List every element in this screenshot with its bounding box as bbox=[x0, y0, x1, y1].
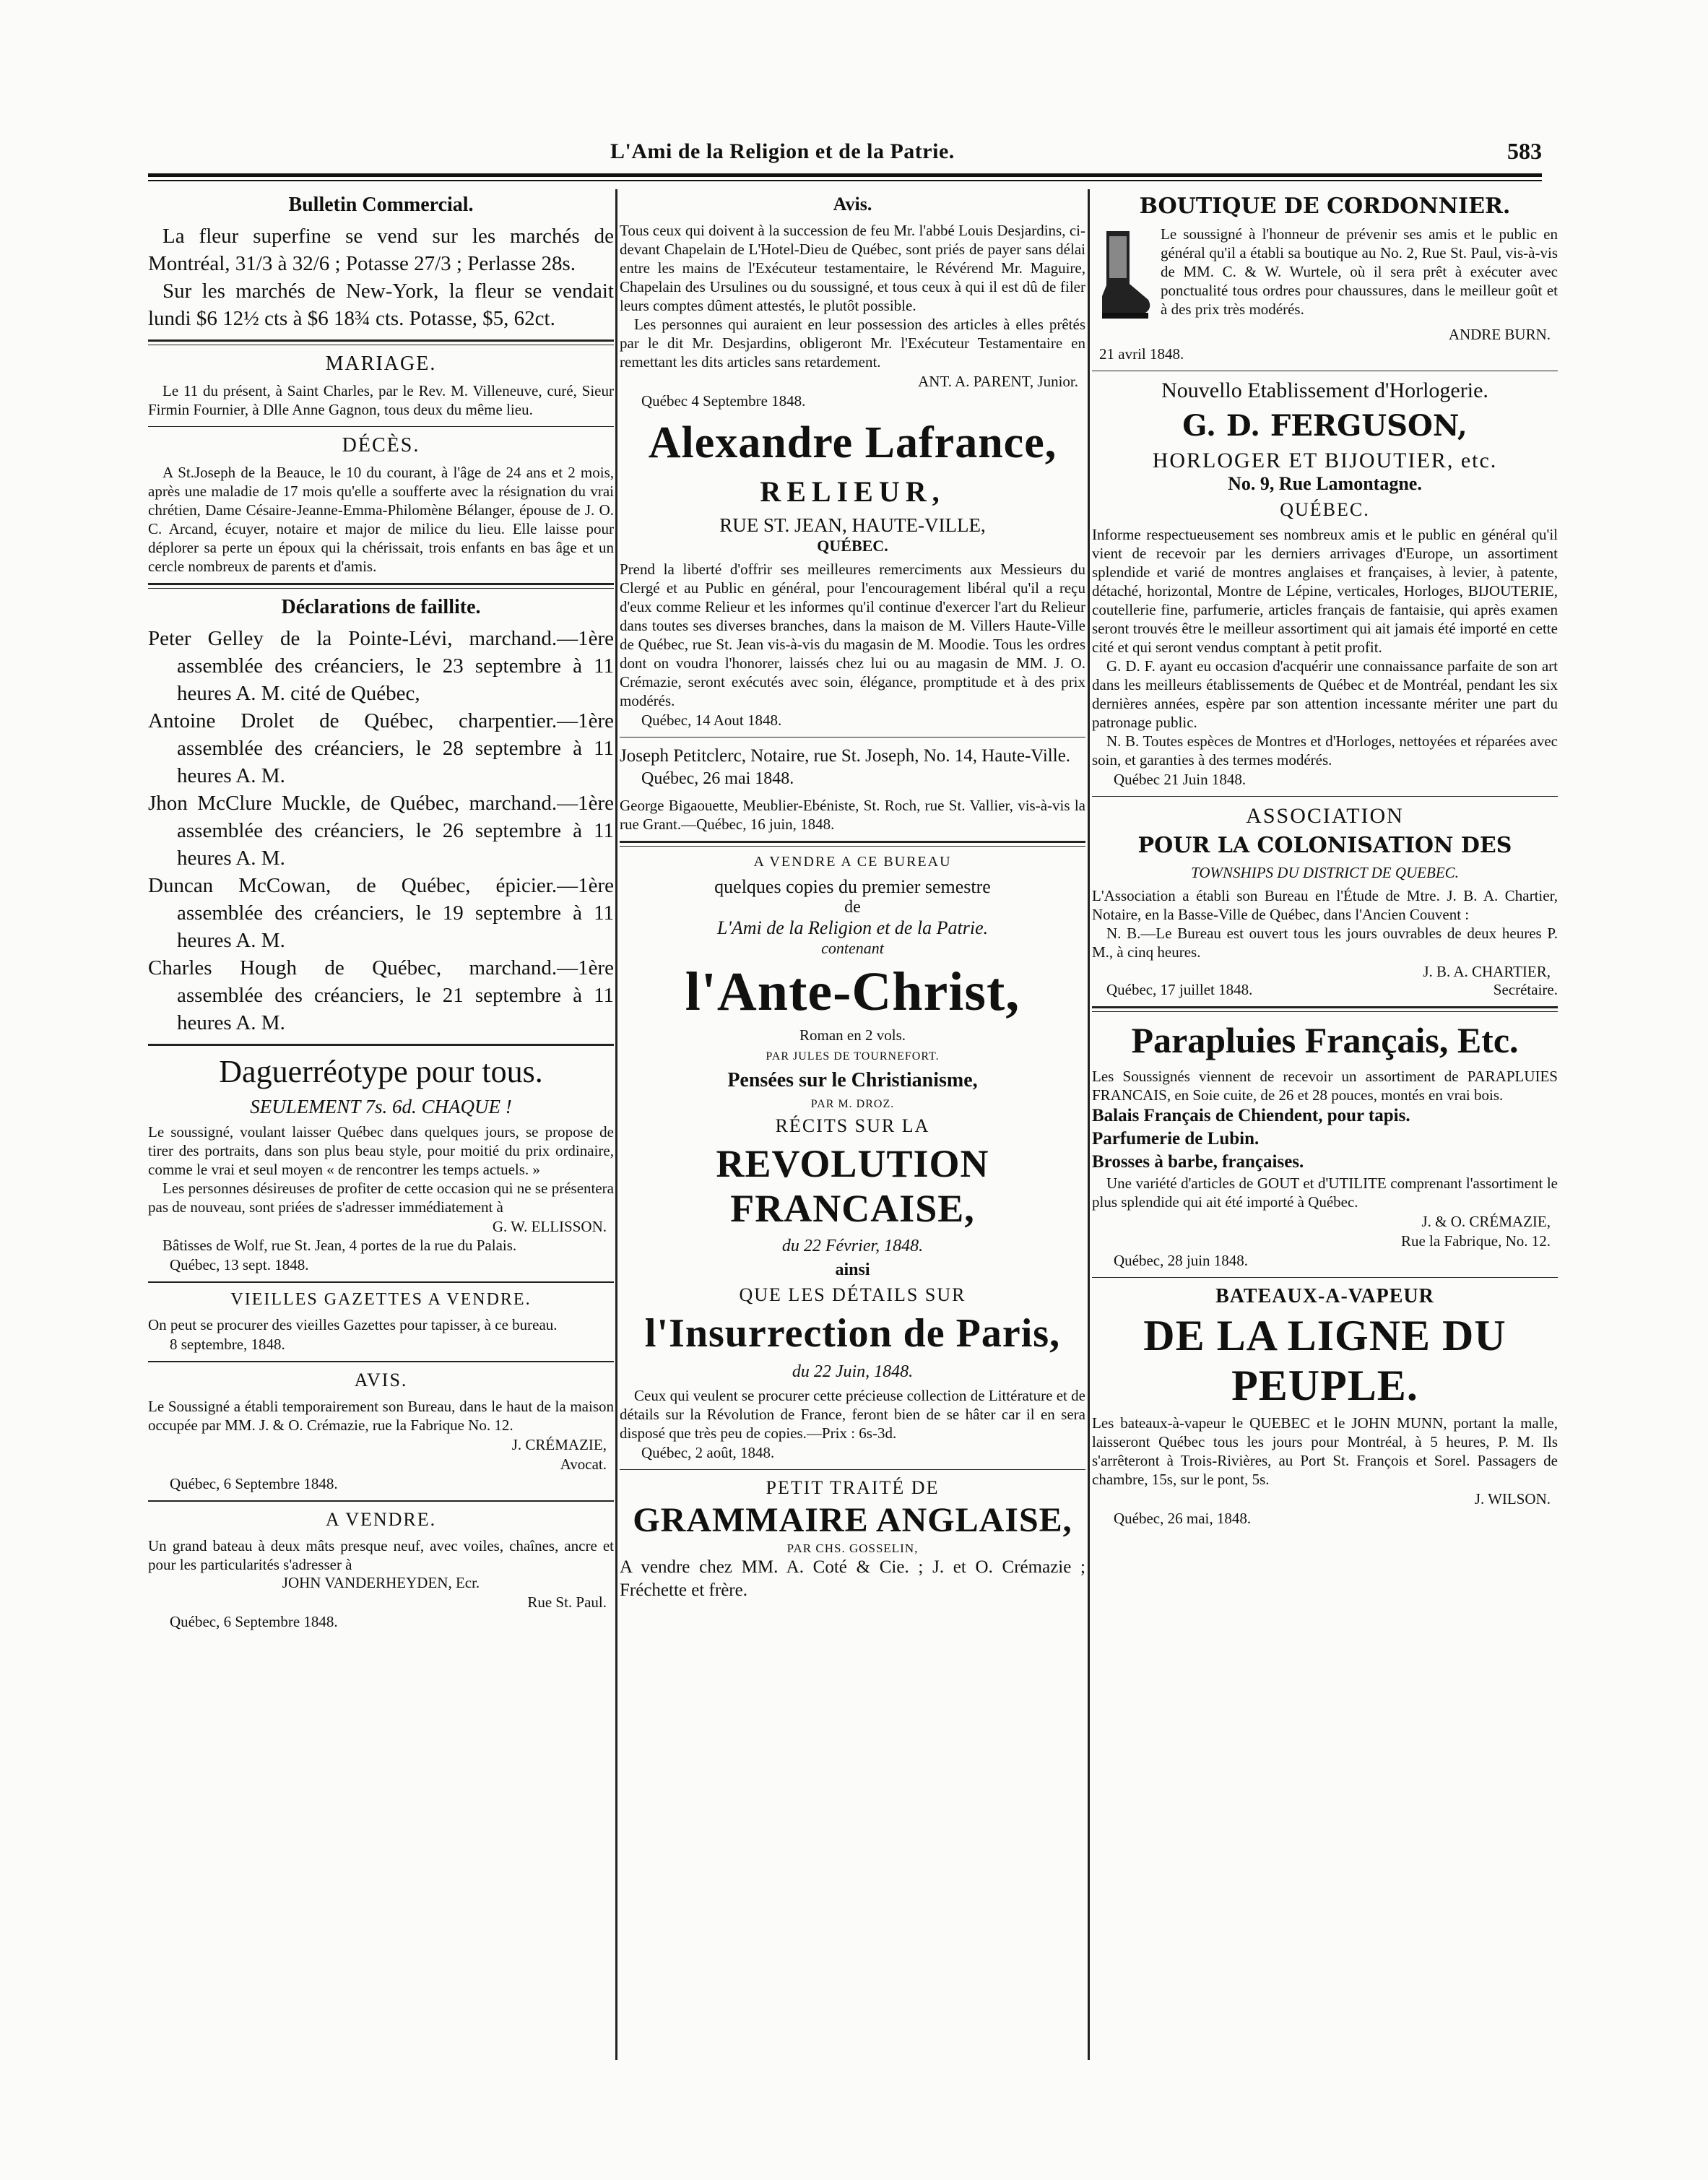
a-vendre-address: Rue St. Paul. bbox=[527, 1593, 607, 1611]
antechrist-roman: Roman en 2 vols. bbox=[799, 1026, 906, 1044]
ferguson-trade: HORLOGER ET BIJOUTIER, etc. bbox=[1152, 449, 1498, 472]
bulletin-newyork: Sur les marchés de New-York, la fleur se vendait lundi $6 12½ cts à $6 18¾ cts. Potasse, $5, 62ct. bbox=[148, 280, 614, 330]
avis-signature: ANT. A. PARENT, Junior. bbox=[918, 373, 1078, 390]
ferguson-date: Québec 21 Juin 1848. bbox=[1114, 771, 1247, 788]
a-vendre-date: Québec, 6 Septembre 1848. bbox=[170, 1613, 338, 1630]
masthead bbox=[148, 134, 1542, 168]
ferguson-text-3: N. B. Toutes espèces de Montres et d'Horloges, nettoyées et réparées avec soin, et garanties à des termes modérés. bbox=[1092, 732, 1558, 769]
faillite-entry: Charles Hough de Québec, marchand.—1ère assemblée des créanciers, le 21 septembre à 11 heures A. M. bbox=[148, 956, 614, 1034]
grammaire-author: PAR CHS. GOSSELIN, bbox=[786, 1541, 919, 1555]
avis-text-2: Les personnes qui auraient en leur possession des articles à elles prêtés par le dit Mr. Desjardins, obligeront Mr. l'Exécuteur Testamentaire en remettant les dits articles sans retardement. bbox=[620, 316, 1085, 371]
recits-line: RÉCITS SUR LA bbox=[775, 1115, 930, 1136]
antechrist-title: l'Ante-Christ, bbox=[685, 961, 1020, 1022]
section-rule bbox=[148, 339, 614, 345]
gazettes-ad bbox=[148, 1290, 614, 1354]
bigaouette-text: George Bigaouette, Meublier-Ebéniste, St. Roch, rue St. Vallier, vis-à-vis la rue Grant.—Québec, 16 juin, 1848. bbox=[620, 797, 1085, 833]
antechrist-author: PAR JULES DE TOURNEFORT. bbox=[766, 1050, 940, 1063]
daguerreotype-signature: G. W. ELLISSON. bbox=[492, 1218, 607, 1235]
column-divider-2 bbox=[1088, 189, 1090, 2060]
books-ad bbox=[620, 854, 1085, 1462]
ferguson-address: No. 9, Rue Lamontagne. bbox=[1228, 473, 1422, 494]
section-rule bbox=[148, 1281, 614, 1283]
ferguson-name: G. D. FERGUSON, bbox=[1182, 409, 1468, 443]
daguerreotype-ad bbox=[148, 1053, 614, 1274]
association-text-2: N. B.—Le Bureau est ouvert tous les jours ouvrables de deux heures P. M., à cinq heures. bbox=[1092, 925, 1558, 961]
section-rule bbox=[620, 1469, 1085, 1470]
page-number: 583 bbox=[1507, 138, 1542, 164]
cordonnier-text: Le soussigné à l'honneur de prévenir ses amis et le public en général qu'il a établi sa boutique au No. 2, Rue St. Paul, vis-à-vis de MM. C. & W. Wurtele, où il sera prêt à exécuter avec ponctualité tous ordres pour chaussures, dans le meilleur goût et à des prix très modérés. bbox=[1161, 225, 1558, 318]
faillite-entry: Peter Gelley de la Pointe-Lévi, marchand.—1ère assemblée des créanciers, le 23 septembre à 11 heures A. M. cité de Québec, bbox=[148, 627, 614, 705]
association-date: Québec, 17 juillet 1848. bbox=[1106, 981, 1253, 998]
faillite-entry: Duncan McCowan, de Québec, épicier.—1ère assemblée des créanciers, le 19 septembre à 11 heures A. M. bbox=[148, 874, 614, 952]
grammaire-line: PETIT TRAITÉ DE bbox=[766, 1477, 940, 1498]
a-vendre-text: Un grand bateau à deux mâts presque neuf, avec voiles, chaînes, ancre et pour les particularités s'adresser à bbox=[148, 1537, 614, 1573]
column-1 bbox=[148, 189, 614, 1638]
ainsi-line: ainsi bbox=[835, 1260, 870, 1279]
column-divider-1 bbox=[615, 189, 617, 2060]
association-heading: ASSOCIATION bbox=[1246, 804, 1404, 828]
daguerreotype-address: Bâtisses de Wolf, rue St. Jean, 4 portes de la rue du Palais. bbox=[162, 1237, 517, 1254]
association-ad bbox=[1092, 804, 1558, 999]
parapluies-text: Les Soussignés viennent de recevoir un assortiment de PARAPLUIES FRANCAIS, en Soie cuite, de 26 et 28 pouces, montés en vrai bois. bbox=[1092, 1068, 1558, 1104]
books-line: quelques copies du premier semestre bbox=[714, 876, 991, 897]
cordonnier-ad bbox=[1092, 194, 1558, 363]
mariage-text: Le 11 du présent, à Saint Charles, par le Rev. M. Villeneuve, curé, Sieur Firmin Fournier, à Dlle Anne Gagnon, tous deux du même lieu. bbox=[148, 382, 614, 418]
lafrance-trade: RELIEUR, bbox=[760, 475, 945, 508]
bateaux-ad bbox=[1092, 1285, 1558, 1528]
lafrance-ad bbox=[620, 418, 1085, 730]
section-rule bbox=[620, 737, 1085, 738]
faillite-heading: Déclarations de faillite. bbox=[281, 596, 481, 618]
parapluies-balais: Balais Français de Chiendent, pour tapis. bbox=[1092, 1106, 1410, 1125]
section-rule bbox=[148, 426, 614, 427]
avis-cremazie-title: Avocat. bbox=[560, 1456, 607, 1473]
daguerreotype-heading: Daguerréotype pour tous. bbox=[219, 1054, 543, 1089]
ferguson-ad bbox=[1092, 379, 1558, 789]
ferguson-text-2: G. D. F. ayant eu occasion d'acquérir une connaissance parfaite de son art dans les meilleurs établissements de Québec et de Montréal, pendant les six dernières années, espère par son attention incessante mériter une part du patronage public. bbox=[1092, 657, 1558, 731]
deces-text: A St.Joseph de la Beauce, le 10 du courant, à l'âge de 24 ans et 2 mois, après une maladie de 17 mois qu'elle a soufferte avec la résignation du vrai chrétien, Dame Césaire-Jeanne-Emma-Philomène Bélanger, épouse de J. O. C. Arcand, écuyer, notaire et major de milice du lieu. Elle laisse pour déplorer sa perte un époux qui la chérissait, trois enfants en bas âge et un cercle nombreux de parents et d'amis. bbox=[148, 464, 614, 575]
books-journal: L'Ami de la Religion et de la Patrie. bbox=[716, 917, 989, 938]
parapluies-heading: Parapluies Français, Etc. bbox=[1131, 1020, 1519, 1060]
lafrance-date: Québec, 14 Aout 1848. bbox=[641, 711, 782, 729]
cordonnier-date: 21 avril 1848. bbox=[1099, 345, 1184, 363]
avis-heading: Avis. bbox=[833, 194, 872, 215]
bateaux-heading: BATEAUX-A-VAPEUR bbox=[1215, 1285, 1434, 1307]
daguerreotype-text: Le soussigné, voulant laisser Québec dans quelques jours, se propose de tirer des portraits, dans son plus beau style, pour moitié du prix ordinaire, comme le vrai et seul moyen « de rencontrer les temps actuels. » bbox=[148, 1123, 614, 1178]
pensees-author: PAR M. DROZ. bbox=[810, 1098, 895, 1110]
association-townships: TOWNSHIPS DU DISTRICT DE QUEBEC. bbox=[1191, 864, 1459, 881]
header-rule-thin bbox=[148, 180, 1542, 181]
avis-cremazie-signature: J. CRÉMAZIE, bbox=[511, 1436, 607, 1453]
revolution-title: REVOLUTION FRANCAISE, bbox=[716, 1142, 989, 1230]
pensees-title: Pensées sur le Christianisme, bbox=[727, 1069, 978, 1091]
cordonnier-heading: BOUTIQUE DE CORDONNIER. bbox=[1139, 194, 1511, 219]
bateaux-signature: J. WILSON. bbox=[1474, 1490, 1551, 1508]
section-rule bbox=[148, 1500, 614, 1502]
section-rule bbox=[148, 583, 614, 589]
avis-cremazie-date: Québec, 6 Septembre 1848. bbox=[170, 1475, 338, 1492]
section-rule bbox=[148, 1044, 614, 1046]
deces-heading: DÉCÈS. bbox=[342, 434, 420, 457]
books-line: de bbox=[844, 898, 861, 917]
mariage-notice bbox=[148, 352, 614, 419]
books-intro: A VENDRE A CE BUREAU bbox=[753, 854, 952, 870]
bulletin-heading: Bulletin Commercial. bbox=[288, 194, 474, 216]
bateaux-date: Québec, 26 mai, 1848. bbox=[1114, 1510, 1252, 1527]
revolution-date: du 22 Février, 1848. bbox=[781, 1237, 924, 1255]
insurrection-date: du 22 Juin, 1848. bbox=[792, 1362, 914, 1381]
mariage-heading: MARIAGE. bbox=[325, 352, 437, 375]
gazettes-heading: VIEILLES GAZETTES A VENDRE. bbox=[230, 1290, 532, 1309]
association-text: L'Association a établi son Bureau en l'Étude de Mtre. J. B. A. Chartier, Notaire, en la Basse-Ville de Québec, dans l'Ancien Couvent : bbox=[1092, 887, 1558, 923]
daguerreotype-price: SEULEMENT 7s. 6d. CHAQUE ! bbox=[250, 1096, 512, 1117]
books-line: contenant bbox=[821, 939, 884, 957]
petitclerc-date: Québec, 26 mai 1848. bbox=[641, 769, 794, 788]
parapluies-ad bbox=[1092, 1019, 1558, 1270]
faillite-entry: Jhon McClure Muckle, de Québec, marchand.—1ère assemblée des créanciers, le 26 septembre à 11 heures A. M. bbox=[148, 792, 614, 870]
section-rule bbox=[620, 841, 1085, 847]
bateaux-text: Les bateaux-à-vapeur le QUEBEC et le JOHN MUNN, portant la malle, laisseront Québec tous les jours pour Montréal, à 5 heures, P. M. Ils s'arrêteront à Trois-Rivières, au Port St. François et Sorel. Passagers de chambre, 15s, sur le pont, 5s. bbox=[1092, 1414, 1558, 1488]
details-line: QUE LES DÉTAILS SUR bbox=[739, 1284, 966, 1305]
daguerreotype-text-2: Les personnes désireuses de profiter de cette occasion qui ne se présentera pas de nouveau, sont priées de s'adresser immédiatement à bbox=[148, 1180, 614, 1216]
avis-desjardins bbox=[620, 194, 1085, 410]
daguerreotype-date: Québec, 13 sept. 1848. bbox=[170, 1256, 309, 1273]
ferguson-text: Informe respectueusement ses nombreux amis et le public en général qu'il vient de recevoir par les derniers arrivages d'Europe, un assortiment splendide et varié de montres anglaises et françaises, à levier, à patente, détaché, horizontal, Montre de Lépine, verticales, Horloges, BIJOUTERIE, coutellerie fine, parfumerie, articles français de fantaisie, qui après examen seront trouvés être le meilleur assortiment qui ait jamais été importé en cette cité et qui seront vendus comptant à petit profit. bbox=[1092, 526, 1558, 656]
lafrance-name: Alexandre Lafrance, bbox=[648, 418, 1057, 467]
association-signature: J. B. A. CHARTIER, bbox=[1423, 963, 1551, 980]
gazettes-text: On peut se procurer des vieilles Gazettes pour tapisser, à ce bureau. bbox=[148, 1316, 558, 1333]
section-rule bbox=[1092, 1277, 1558, 1278]
a-vendre-signature: JOHN VANDERHEYDEN, Ecr. bbox=[282, 1574, 480, 1591]
lafrance-text: Prend la liberté d'offrir ses meilleures remerciments aux Messieurs du Clergé et au Public en général, pour l'encouragement libéral qu'il a reçu d'eux comme Relieur et les informes qu'il continue d'exercer l'art du Relieur dans toutes ses diverses branches, dans la maison de M. Villers Haute-Ville de Québec, rue St. Jean vis-à-vis du magasin de M. Moodie. Tous les ordres dont on voudra l'honorer, laissés chez lui ou au magasin de MM. J. O. Crémazie, seront exécutés avec soin, élégance, promptitude et à des prix modérés. bbox=[620, 561, 1085, 709]
avis-cremazie bbox=[148, 1370, 614, 1493]
cordonnier-signature: ANDRE BURN. bbox=[1448, 326, 1551, 343]
a-vendre-heading: A VENDRE. bbox=[325, 1509, 437, 1530]
parapluies-brosses: Brosses à barbe, françaises. bbox=[1092, 1152, 1304, 1172]
avis-cremazie-text: Le Soussigné a établi temporairement son Bureau, dans le haut de la maison occupée par MM. J. & O. Crémazie, rue la Fabrique No. 12. bbox=[148, 1398, 614, 1434]
association-subheading: POUR LA COLONISATION DES bbox=[1137, 833, 1512, 858]
bulletin-commercial bbox=[148, 194, 614, 332]
parapluies-text-2: Une variété d'articles de GOUT et d'UTILITE comprenant l'assortiment le plus splendide qui ait été importé à Québec. bbox=[1092, 1175, 1558, 1211]
lafrance-city: QUÉBEC. bbox=[817, 537, 888, 555]
faillite-entry: Antoine Drolet de Québec, charpentier.—1ère assemblée des créanciers, le 28 septembre à 11 heures A. M. bbox=[148, 709, 614, 787]
avis-cremazie-heading: AVIS. bbox=[354, 1370, 408, 1390]
lafrance-address: RUE ST. JEAN, HAUTE-VILLE, bbox=[719, 514, 986, 536]
section-rule bbox=[1092, 1006, 1558, 1012]
grammaire-text: A vendre chez MM. A. Coté & Cie. ; J. et O. Crémazie ; Fréchette et frère. bbox=[620, 1557, 1085, 1600]
column-3 bbox=[1092, 189, 1558, 1535]
a-vendre-ad bbox=[148, 1509, 614, 1631]
avis-text: Tous ceux qui doivent à la succession de feu Mr. l'abbé Louis Desjardins, ci-devant Chapelain de L'Hotel-Dieu de Québec, sont priés de payer sans délai entre les mains de l'Exécuteur testamentaire, le Révérend Mr. Maguire, Chapelain des Ursulines ou du soussigné, et tous ceux à qui il est dû de filer leurs comptes dûment attestés, le plutôt possible. bbox=[620, 222, 1085, 314]
books-text: Ceux qui veulent se procurer cette précieuse collection de Littérature et de détails sur la Révolution de France, feront bien de se hâter car il en sera disposé que très peu de copies.—Prix : 6s-3d. bbox=[620, 1387, 1085, 1442]
ferguson-city: QUÉBEC. bbox=[1280, 499, 1370, 520]
header-rule-thick bbox=[148, 173, 1542, 177]
parapluies-address: Rue la Fabrique, No. 12. bbox=[1400, 1232, 1551, 1250]
grammaire-title: GRAMMAIRE ANGLAISE, bbox=[633, 1501, 1072, 1539]
bateaux-title: DE LA LIGNE DU PEUPLE. bbox=[1143, 1312, 1507, 1409]
section-rule bbox=[1092, 796, 1558, 797]
column-2 bbox=[620, 189, 1085, 1609]
gazettes-date: 8 septembre, 1848. bbox=[170, 1336, 285, 1353]
faillite-notice bbox=[148, 596, 614, 1037]
boot-icon bbox=[1092, 228, 1153, 321]
masthead-title: L'Ami de la Religion et de la Patrie. bbox=[610, 139, 955, 163]
deces-notice bbox=[148, 434, 614, 576]
grammaire-ad bbox=[620, 1477, 1085, 1602]
bulletin-montreal: La fleur superfine se vend sur les marchés de Montréal, 31/3 à 32/6 ; Potasse 27/3 ; Perlasse 28s. bbox=[148, 225, 614, 275]
ferguson-heading: Nouvello Etablissement d'Horlogerie. bbox=[1161, 379, 1488, 402]
insurrection-title: l'Insurrection de Paris, bbox=[644, 1311, 1061, 1356]
avis-date: Québec 4 Septembre 1848. bbox=[641, 392, 806, 410]
books-date: Québec, 2 août, 1848. bbox=[641, 1444, 775, 1461]
parapluies-date: Québec, 28 juin 1848. bbox=[1114, 1252, 1249, 1269]
parapluies-parfumerie: Parfumerie de Lubin. bbox=[1092, 1129, 1260, 1149]
petitclerc-text: Joseph Petitclerc, Notaire, rue St. Joseph, No. 14, Haute-Ville. bbox=[620, 746, 1071, 766]
parapluies-signature: J. & O. CRÉMAZIE, bbox=[1421, 1213, 1551, 1230]
association-title: Secrétaire. bbox=[1493, 981, 1558, 998]
petitclerc-ad bbox=[620, 745, 1085, 789]
section-rule bbox=[148, 1361, 614, 1362]
bigaouette-ad bbox=[620, 796, 1085, 834]
